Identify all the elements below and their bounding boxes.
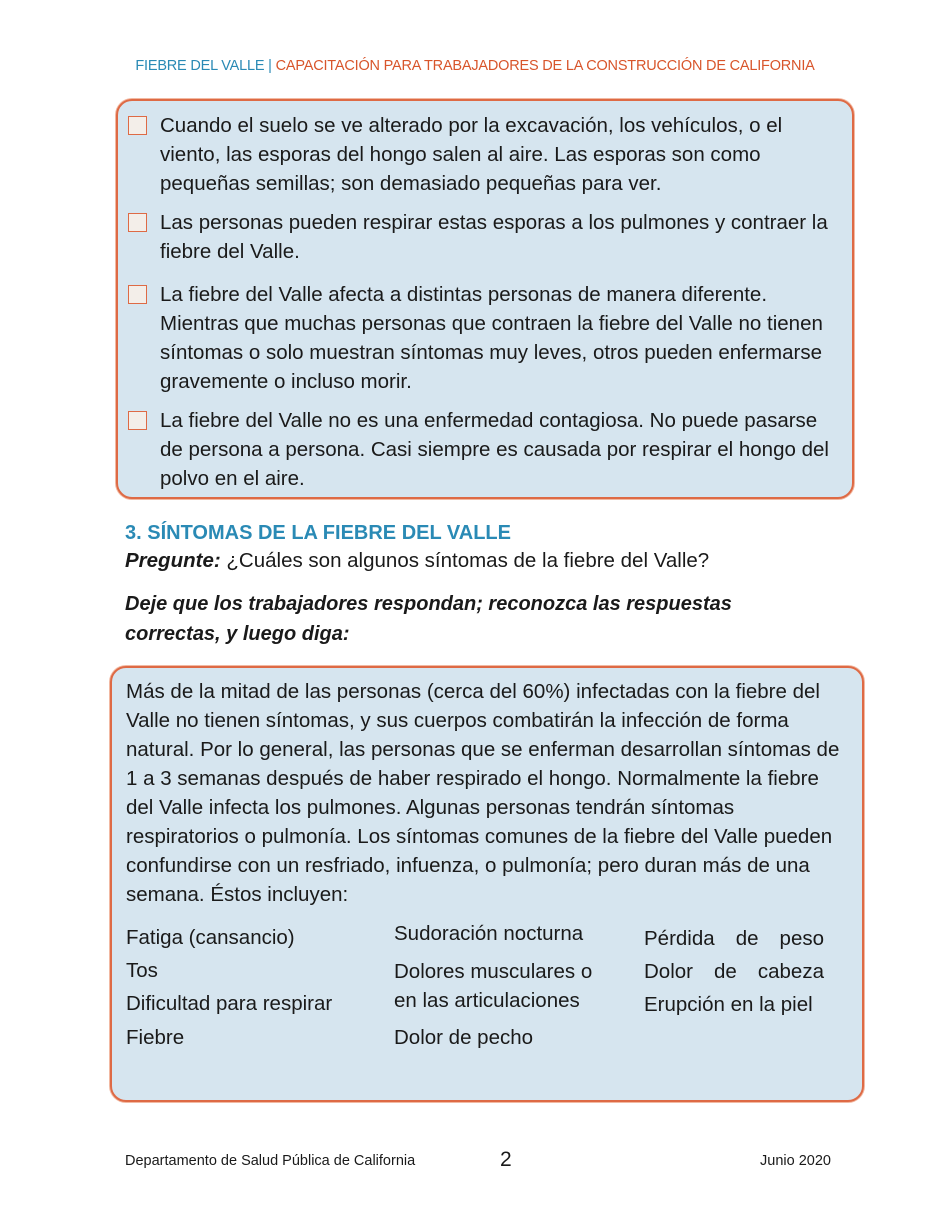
checklist-item-text: La fiebre del Valle afecta a distintas personas de manera diferente. Mientras que muchas personas que contraen la fiebre del Valle no tienen síntomas o solo muestran síntomas muy leves, otros pueden enfermarse gravemente o incluso morir. — [160, 283, 823, 393]
instruction-text: Deje que los trabajadores respondan; reconozca las respuestas correctas, y luego diga: — [125, 593, 732, 645]
checklist-item — [128, 406, 838, 493]
checklist-item-text: Las personas pueden respirar estas esporas a los pulmones y contraer la fiebre del Valle. — [160, 211, 828, 263]
page-header — [0, 58, 950, 74]
checklist-item — [128, 208, 838, 266]
section-title: 3. SÍNTOMAS DE LA FIEBRE DEL VALLE — [125, 522, 511, 544]
header-subtitle: CAPACITACIÓN PARA TRABAJADORES DE LA CONSTRUCCIÓN DE CALIFORNIA — [275, 58, 815, 74]
checklist-box — [116, 99, 854, 499]
symptom-item: Sudoración nocturna — [394, 922, 584, 945]
ask-text: ¿Cuáles son algunos síntomas de la fiebre del Valle? — [220, 549, 710, 572]
ask-prompt — [125, 549, 709, 573]
checklist-item-text: La fiebre del Valle no es una enfermedad contagiosa. No puede pasarse de persona a persona. Casi siempre es causada por respirar el hongo del polvo en el aire. — [160, 409, 829, 490]
symptom-item: Fatiga (cansancio) — [126, 926, 295, 949]
symptom-item: Dificultad para respirar — [126, 992, 333, 1015]
checkbox[interactable] — [128, 411, 147, 430]
info-box — [110, 666, 864, 1102]
symptom-item: Fiebre — [126, 1026, 185, 1049]
symptom-item: Dolores musculares o — [394, 960, 593, 983]
checkbox[interactable] — [128, 116, 147, 135]
symptom-item: Pérdida de peso — [644, 927, 824, 950]
symptom-item: Dolor de pecho — [394, 1026, 534, 1049]
checklist-item-text: Cuando el suelo se ve alterado por la excavación, los vehículos, o el viento, las esporas del hongo salen al aire. Las esporas son como pequeñas semillas; son demasiado pequeñas para ver. — [160, 114, 783, 195]
footer-date: Junio 2020 — [760, 1153, 831, 1169]
checklist-item — [128, 111, 838, 198]
checkbox[interactable] — [128, 213, 147, 232]
page-number: 2 — [500, 1148, 512, 1171]
footer-department: Departamento de Salud Pública de California — [125, 1153, 416, 1169]
symptom-item: en las articulaciones — [394, 989, 580, 1012]
header-doc-title: FIEBRE DEL VALLE — [135, 58, 265, 74]
ask-label: Pregunte: — [125, 549, 221, 572]
symptom-item: Erupción en la piel — [644, 993, 813, 1016]
symptom-item: Dolor de cabeza — [644, 960, 824, 983]
symptom-list — [112, 919, 862, 1059]
checklist-item — [128, 280, 838, 396]
info-paragraph: Más de la mitad de las personas (cerca del 60%) infectadas con la fiebre del Valle no tienen síntomas, y sus cuerpos combatirán la infección de forma natural. Por lo general, las personas que se enferman desarrollan síntomas de 1 a 3 semanas después de haber respirado el hongo. Normalmente la fiebre del Valle infecta los pulmones. Algunas personas tendrán síntomas respiratorios o pulmonía. Los síntomas comunes de la fiebre del Valle pueden confundirse con un resfriado, infuenza, o pulmonía; pero duran más de una semana. Éstos incluyen: — [126, 680, 840, 906]
header-separator: | — [268, 58, 272, 74]
checkbox[interactable] — [128, 285, 147, 304]
symptom-item: Tos — [126, 959, 158, 982]
